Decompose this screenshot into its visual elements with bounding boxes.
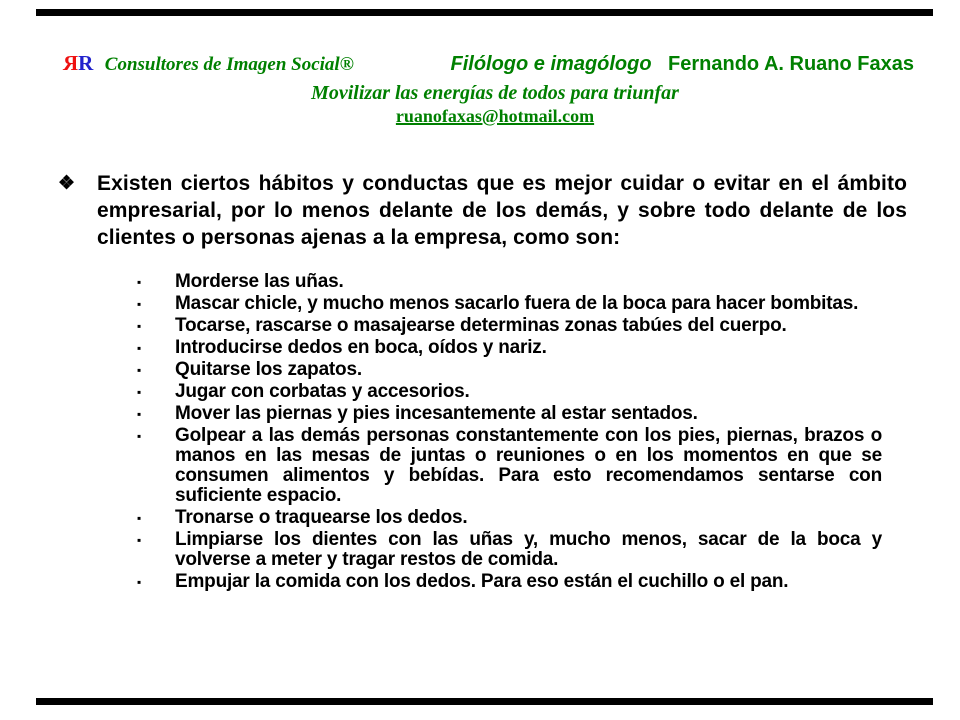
diamond-bullet-icon: ❖ bbox=[58, 173, 76, 194]
square-bullet-icon: ▪ bbox=[137, 363, 142, 377]
list-item-text: Empujar la comida con los dedos. Para eso están el cuchillo o el pan. bbox=[175, 571, 789, 592]
list-item-text: Tronarse o traquearse los dedos. bbox=[175, 507, 468, 528]
author-group bbox=[450, 53, 914, 76]
brand-group bbox=[63, 51, 354, 76]
list-item-text: Tocarse, rascarse o masajearse determinas zonas tabúes del cuerpo. bbox=[175, 315, 787, 336]
motto-text: Movilizar las energías de todos para triunfar bbox=[311, 82, 679, 104]
square-bullet-icon: ▪ bbox=[137, 533, 142, 547]
square-bullet-icon: ▪ bbox=[137, 319, 142, 333]
header bbox=[63, 51, 914, 76]
square-bullet-icon: ▪ bbox=[137, 429, 142, 443]
list-item bbox=[137, 360, 882, 380]
list-item bbox=[137, 572, 882, 592]
list-item-text: Introducirse dedos en boca, oídos y nariz. bbox=[175, 337, 547, 358]
logo-ya-letter: R bbox=[63, 51, 79, 75]
intro-text: Existen ciertos hábitos y conductas que es mejor cuidar o evitar en el ámbito empresarial, por lo menos delante de los demás, y sobre todo delante de los clientes o personas ajenas a la empresa, como son: bbox=[97, 172, 907, 249]
email-link[interactable]: ruanofaxas@hotmail.com bbox=[395, 106, 595, 126]
list-item bbox=[137, 272, 882, 292]
square-bullet-icon: ▪ bbox=[137, 275, 142, 289]
list-item bbox=[137, 382, 882, 402]
list-item-text: Mover las piernas y pies incesantemente al estar sentados. bbox=[175, 403, 698, 424]
list-item-text: Jugar con corbatas y accesorios. bbox=[175, 381, 470, 402]
habits-list bbox=[137, 272, 882, 594]
intro-paragraph bbox=[58, 170, 908, 251]
list-item-text: Quitarse los zapatos. bbox=[175, 359, 362, 380]
role-title: Filólogo e imagólogo bbox=[450, 53, 652, 75]
bottom-rule bbox=[36, 698, 933, 705]
list-item bbox=[137, 508, 882, 528]
list-item bbox=[137, 338, 882, 358]
email-line bbox=[30, 106, 960, 127]
motto-line bbox=[30, 82, 960, 105]
list-item bbox=[137, 404, 882, 424]
square-bullet-icon: ▪ bbox=[137, 407, 142, 421]
logo-r-letter: R bbox=[78, 51, 94, 75]
brand-name: Consultores de Imagen Social® bbox=[104, 54, 354, 75]
list-item bbox=[137, 316, 882, 336]
square-bullet-icon: ▪ bbox=[137, 575, 142, 589]
list-item bbox=[137, 426, 882, 506]
square-bullet-icon: ▪ bbox=[137, 297, 142, 311]
square-bullet-icon: ▪ bbox=[137, 511, 142, 525]
list-item-text: Golpear a las demás personas constantemente con los pies, piernas, brazos o manos en las mesas de juntas o reuniones o en los momentos en que se consumen alimentos y bebídas. Para esto recomendamos sentarse con suficiente espacio. bbox=[175, 425, 882, 506]
list-item bbox=[137, 530, 882, 570]
list-item-text: Limpiarse los dientes con las uñas y, mucho menos, sacar de la boca y volverse a meter y tragar restos de comida. bbox=[175, 529, 882, 570]
author-name: Fernando A. Ruano Faxas bbox=[668, 53, 914, 75]
top-rule bbox=[36, 9, 933, 16]
square-bullet-icon: ▪ bbox=[137, 341, 142, 355]
list-item-text: Mascar chicle, y mucho menos sacarlo fuera de la boca para hacer bombitas. bbox=[175, 293, 859, 314]
list-item bbox=[137, 294, 882, 314]
square-bullet-icon: ▪ bbox=[137, 385, 142, 399]
list-item-text: Morderse las uñas. bbox=[175, 271, 344, 292]
